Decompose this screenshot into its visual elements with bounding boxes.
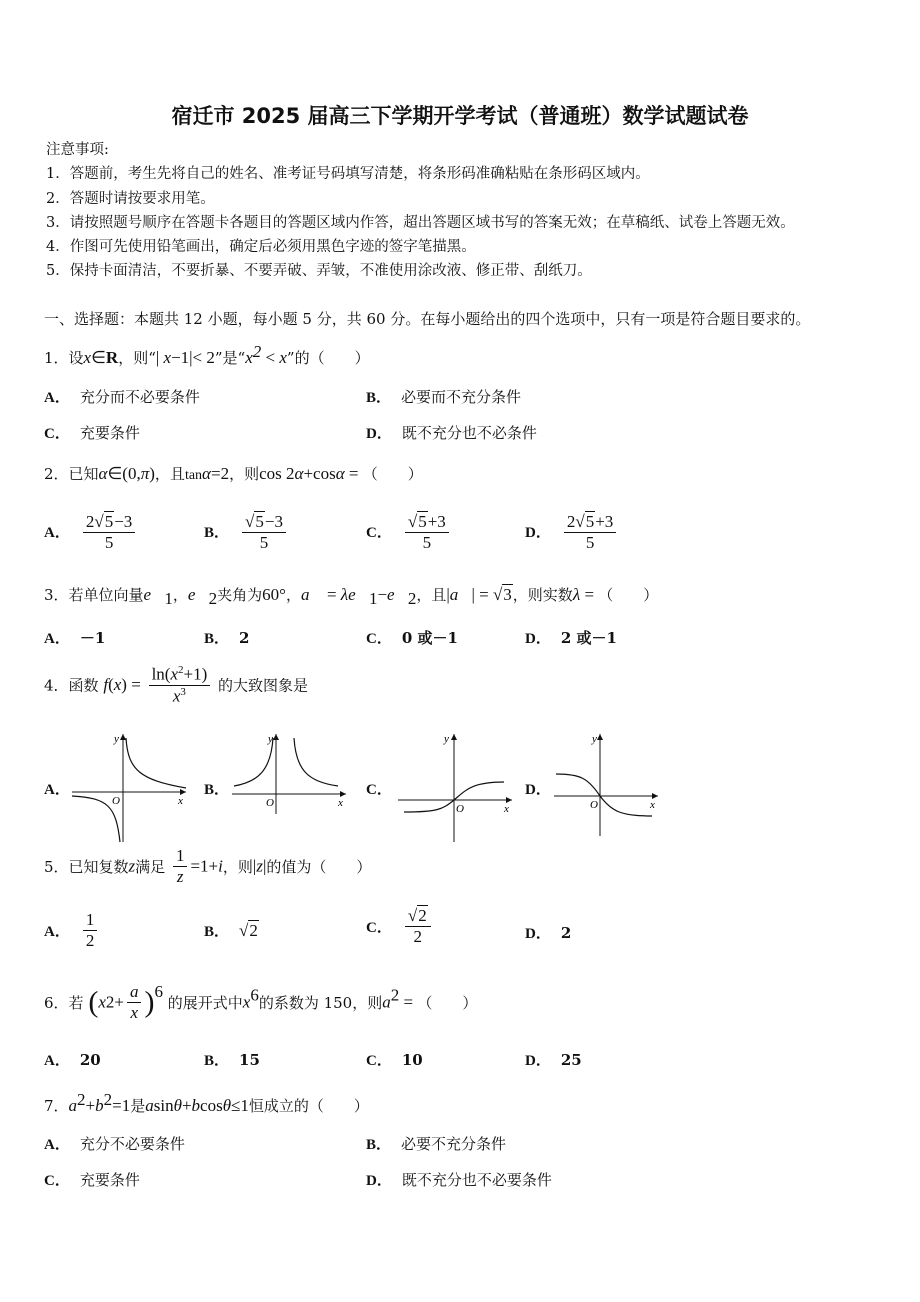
option-c: C． 10 xyxy=(366,1051,423,1069)
option-b: B． 必要不充分条件 xyxy=(366,1135,507,1153)
option-b: B． 必要而不充分条件 xyxy=(366,388,522,406)
question-2: 2．已知α∈(0,π)，且tanα=2，则cos 2α+cosα = （ ） xyxy=(44,464,423,483)
note-item: 3．请按照题号顺序在答题卡各题目的答题区域内作答，超出答题区域书写的答案无效；在草稿纸、试卷上答题无效。 xyxy=(46,215,795,231)
option-d: D． 既不充分也不必要条件 xyxy=(366,1171,552,1189)
question-3: 3．若单位向量$e⃗_1$，$e⃗_2$夹角为60°，a⃗ = $\lambda e⃗_1-e⃗_2$，且|a⃗| = √3，则实数λ = （ ） xyxy=(44,585,659,608)
option-d: D． 25 xyxy=(525,1051,582,1069)
svg-text:O: O xyxy=(456,803,464,815)
svg-text:x: x xyxy=(178,795,183,807)
option-a: A． $\frac{2√5-3}{5}$ xyxy=(44,512,138,553)
option-a: A． 充分不必要条件 xyxy=(44,1135,185,1153)
option-b: B． 2 xyxy=(204,629,250,647)
section-heading: 一、选择题：本题共 12 小题，每小题 5 分，共 60 分。在每小题给出的四个选项中，只有一项是符合题目要求的。 xyxy=(44,310,811,328)
svg-text:y: y xyxy=(444,733,449,745)
option-d: D． xyxy=(525,782,551,798)
svg-text:x: x xyxy=(504,803,509,815)
svg-text:O: O xyxy=(112,795,120,807)
option-a: A． －1 xyxy=(44,629,106,647)
question-1: 1．设x∈R，则“| x−1|< 2”是“$x^2 < x$”的（ ） xyxy=(44,342,370,367)
svg-text:y: y xyxy=(592,733,597,745)
option-c: C． xyxy=(366,782,392,798)
note-item: 5．保持卡面清洁，不要折暴、不要弄破、弄皱，不准使用涂改液、修正带、刮纸刀。 xyxy=(46,263,592,279)
notes-heading: 注意事项: xyxy=(46,142,109,158)
option-d: D． 2 xyxy=(525,924,572,942)
note-item: 4．作图可先使用铅笔画出，确定后必须用黑色字迹的签字笔描黑。 xyxy=(46,239,476,255)
option-c: C． 0 或－1 xyxy=(366,629,458,647)
note-item: 1．答题前，考生先将自己的姓名、准考证号码填写清楚，将条形码准确粘贴在条形码区域内。 xyxy=(46,166,650,182)
option-a: A． 充分而不必要条件 xyxy=(44,388,200,406)
note-item: 2．答题时请按要求用笔。 xyxy=(46,191,215,207)
svg-text:y: y xyxy=(114,733,119,745)
question-7: 7．$a^2+b^2=1$是asinθ+bcosθ≤1恒成立的（ ） xyxy=(44,1090,369,1115)
option-b: B． $\frac{√5-3}{5}$ xyxy=(204,512,289,553)
graph-option-a xyxy=(68,730,192,846)
option-a: A． xyxy=(44,782,70,798)
svg-text:O: O xyxy=(590,799,598,811)
option-c: C． 充要条件 xyxy=(44,1171,140,1189)
graph-option-b xyxy=(228,730,352,816)
option-a: A． $\frac{1}{2}$ xyxy=(44,910,100,951)
question-4: 4．函数 f(x) = $\frac{\ln(x^2+1)}{x^3}$ 的大致图象是 xyxy=(44,664,309,706)
option-c: C． $\frac{√2}{2}$ xyxy=(366,906,434,947)
option-d: D． 2 或－1 xyxy=(525,629,617,647)
option-b: B． √2 xyxy=(204,921,258,940)
graph-option-d xyxy=(552,730,664,840)
option-d: D． $\frac{2√5+3}{5}$ xyxy=(525,512,619,553)
option-c: C． 充要条件 xyxy=(44,424,140,442)
question-6: 6．若 (x2+ $\frac{a}{x}$ )$^6$ 的展开式中$x^6$的系数为 150，则$a^2$ = （ ） xyxy=(44,982,478,1022)
svg-text:x: x xyxy=(338,797,343,809)
svg-text:y: y xyxy=(268,733,273,745)
page-title: 宿迁市 2025 届高三下学期开学考试（普通班）数学试题试卷 xyxy=(171,104,749,128)
option-a: A． 20 xyxy=(44,1051,101,1069)
option-b: B． xyxy=(204,782,230,798)
option-d: D． 既不充分也不必条件 xyxy=(366,424,537,442)
option-c: C． $\frac{√5+3}{5}$ xyxy=(366,512,452,553)
question-5: 5．已知复数z满足 $\frac{1}{z}$ =1+i，则|z|的值为（ ） xyxy=(44,846,372,886)
option-b: B． 15 xyxy=(204,1051,260,1069)
svg-text:O: O xyxy=(266,797,274,809)
svg-text:x: x xyxy=(650,799,655,811)
graph-option-c xyxy=(396,730,518,846)
